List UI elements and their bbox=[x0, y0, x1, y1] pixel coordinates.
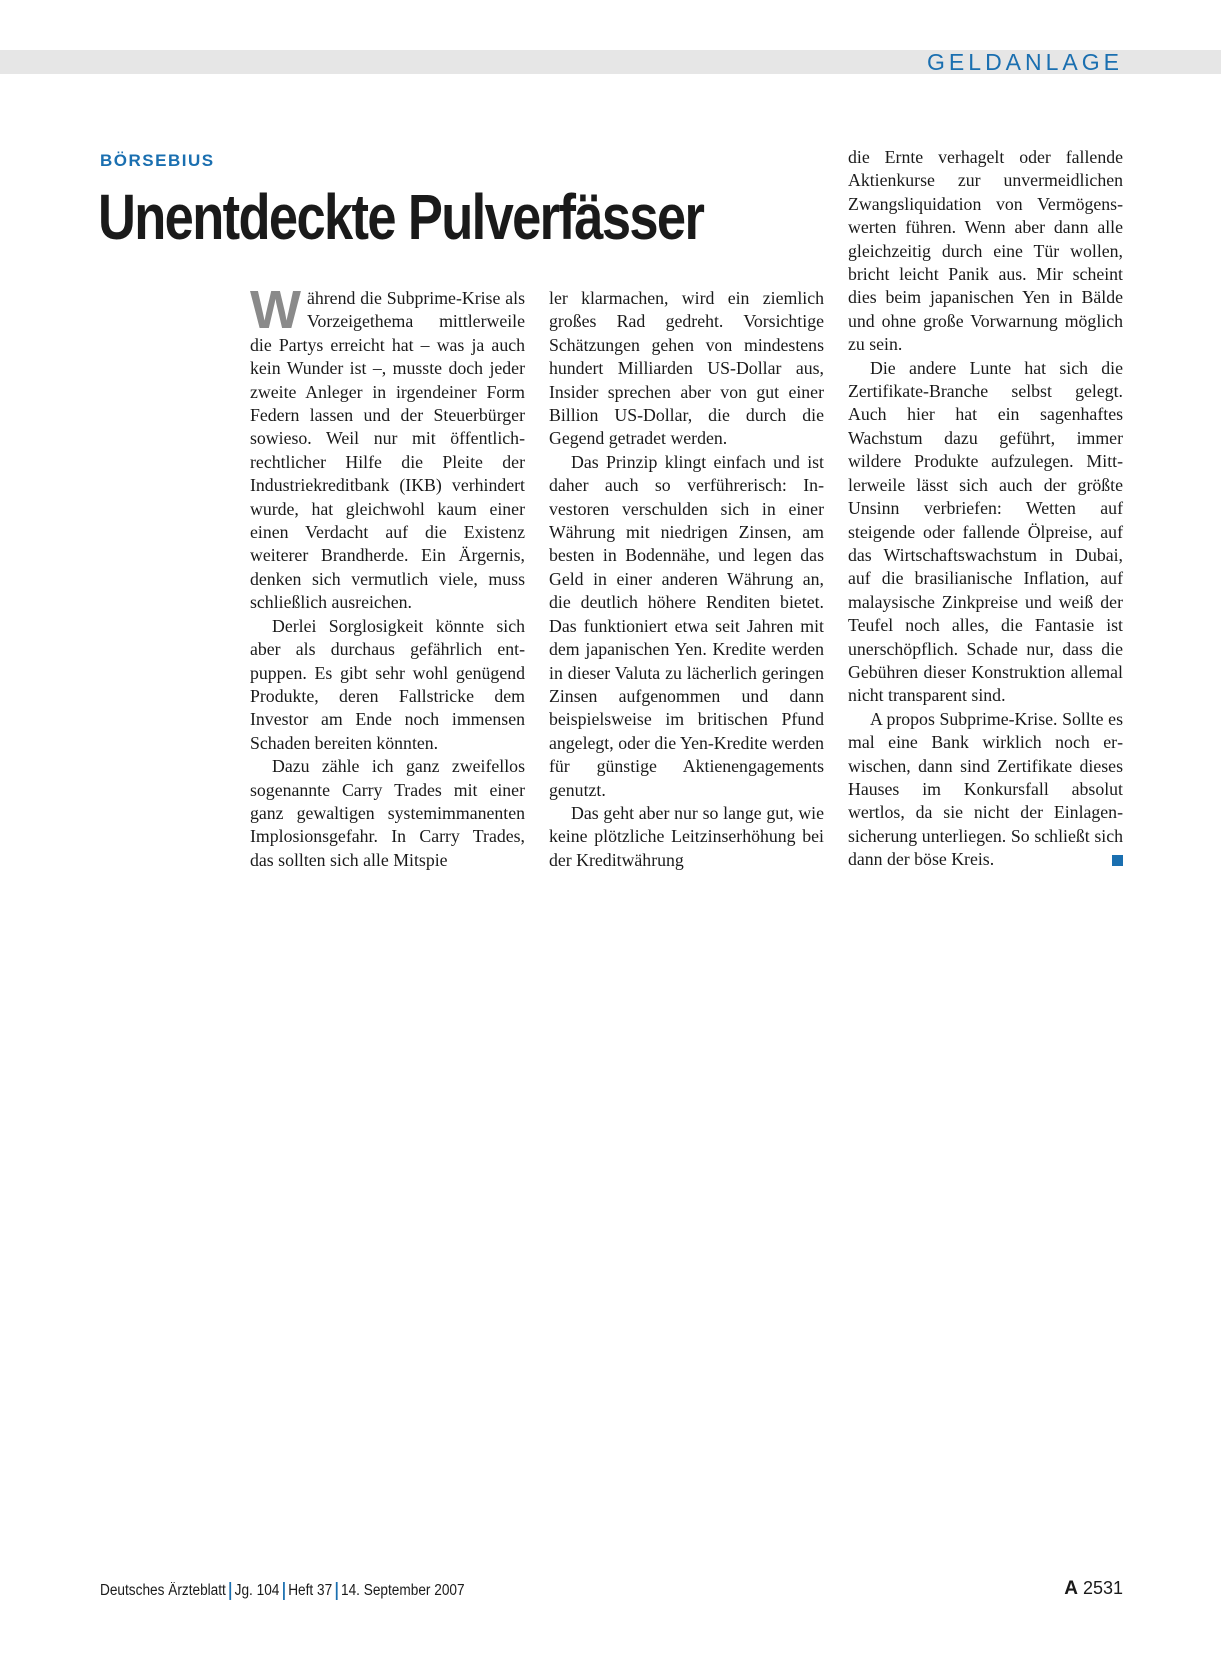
article-column-3 bbox=[848, 146, 1123, 872]
section-label: GELDANLAGE bbox=[927, 49, 1123, 75]
end-of-article-icon bbox=[1112, 855, 1123, 866]
issue: Heft 37 bbox=[288, 1582, 333, 1600]
issue-date: 14. September 2007 bbox=[340, 1582, 465, 1600]
paragraph bbox=[848, 708, 1123, 872]
paragraph-text: ährend die Subprime-Krise als Vorzeigethema mittlerweile die Partys erreicht hat – was ja auch kein Wunder ist –, musste doch jeder zweite Anleger in irgendeiner Form Federn lassen und der Steuerbürger sowieso. Weil nur mit öffentlich-rechtlicher Hilfe die Pleite der Industriekreditbank (IKB) verhindert wurde, hat gleichwohl kaum einer einen Verdacht auf die Existenz weiterer Brandherde. Ein Ärgernis, denken sich vermutlich viele, muss schließlich ausreichen. bbox=[250, 288, 525, 613]
paragraph: ler klarmachen, wird ein ziemlich großes Rad gedreht. Vorsichtige Schätzungen gehen von mindestens hundert Milliarden US-Dollar aus, Insider sprechen aber von gut einer Billion US-Dollar, die durch die Gegend getradet werden. bbox=[549, 288, 824, 449]
paragraph: Das geht aber nur so lange gut, wie keine plötzliche Leitzinserhöhung bei der Kreditwährung bbox=[549, 802, 824, 870]
paragraph: die Ernte verhagelt oder fallende Aktienkurse zur unvermeidlichen Zwangsliquidation von Vermögenswerten führen. Wenn aber dann alle gleichzeitig durch eine Tür wollen, bricht leicht Panik aus. Mir scheint dies beim japanischen Yen in Bälde und ohne große Vorwarnung möglich zu sein. bbox=[848, 147, 1123, 355]
divider bbox=[229, 1582, 231, 1600]
footer-citation bbox=[100, 1582, 465, 1600]
drop-cap: W bbox=[250, 280, 301, 340]
article-kicker: BÖRSEBIUS bbox=[100, 151, 215, 170]
paragraph: Die andere Lunte hat sich die Zertifikate-Branche selbst gelegt. Auch hier hat ein sagenhaftes Wachstum dazu geführt, immer wildere Produkte aufzulegen. Mittlerweile lässt sich auch der größte Unsinn verbriefen: Wetten auf steigende oder fallende Ölpreise, auf das Wirtschaftswachstum in Dubai, auf die brasilianische Inflation, auf malaysische Zinkpreise und weiß der Teufel noch alles, die Fantasie ist unerschöpflich. Schade nur, dass die Gebühren dieser Konstruktion allemal nicht transparent sind. bbox=[848, 357, 1123, 706]
paragraph bbox=[250, 280, 525, 615]
volume: Jg. 104 bbox=[234, 1582, 280, 1600]
paragraph-text: A propos Subprime-Krise. Sollte es mal eine Bank wirklich noch erwischen, dann sind Zertifikate dieses Hauses im Konkursfall absolut wertlos, da sie nicht der Einlagensicherung unterliegen. So schließt sich dann der böse Kreis. bbox=[848, 708, 1123, 870]
divider bbox=[283, 1582, 285, 1600]
publication-name: Deutsches Ärzteblatt bbox=[100, 1582, 226, 1600]
page-prefix: A bbox=[1064, 1578, 1078, 1599]
article-column-1 bbox=[250, 280, 525, 872]
paragraph: Derlei Sorglosigkeit könnte sich aber als durchaus gefährlich entpuppen. Es gibt sehr wohl genügend Produkte, deren Fallstricke dem Investor am Ende noch immensen Schaden bereiten könnten. bbox=[250, 615, 525, 753]
paragraph: Das Prinzip klingt einfach und ist daher auch so verführerisch: Investoren verschulden sich in einer Währung mit niedrigen Zinsen, am besten in Bodennähe, und legen das Geld in einer anderen Währung an, die deutlich höhere Renditen bietet. Das funktioniert etwa seit Jahren mit dem japanischen Yen. Kredite werden in dieser Valuta zu lächerlich geringen Zinsen aufgenommen und dann beispielsweise im britischen Pfund angelegt, oder die Yen-Kredite werden für günstige Aktienengagements genutzt. bbox=[549, 451, 824, 800]
paragraph: Dazu zähle ich ganz zweifellos sogenannte Carry Trades mit einer ganz gewaltigen systemimmanenten Implosionsgefahr. In Carry Trades, das sollten sich alle Mitspie bbox=[250, 756, 525, 870]
divider bbox=[336, 1582, 338, 1600]
page-number-value: 2531 bbox=[1082, 1578, 1123, 1598]
article-title: Unentdeckte Pulverfässer bbox=[98, 181, 704, 253]
page-number bbox=[1064, 1578, 1123, 1600]
article-column-2 bbox=[549, 287, 824, 872]
